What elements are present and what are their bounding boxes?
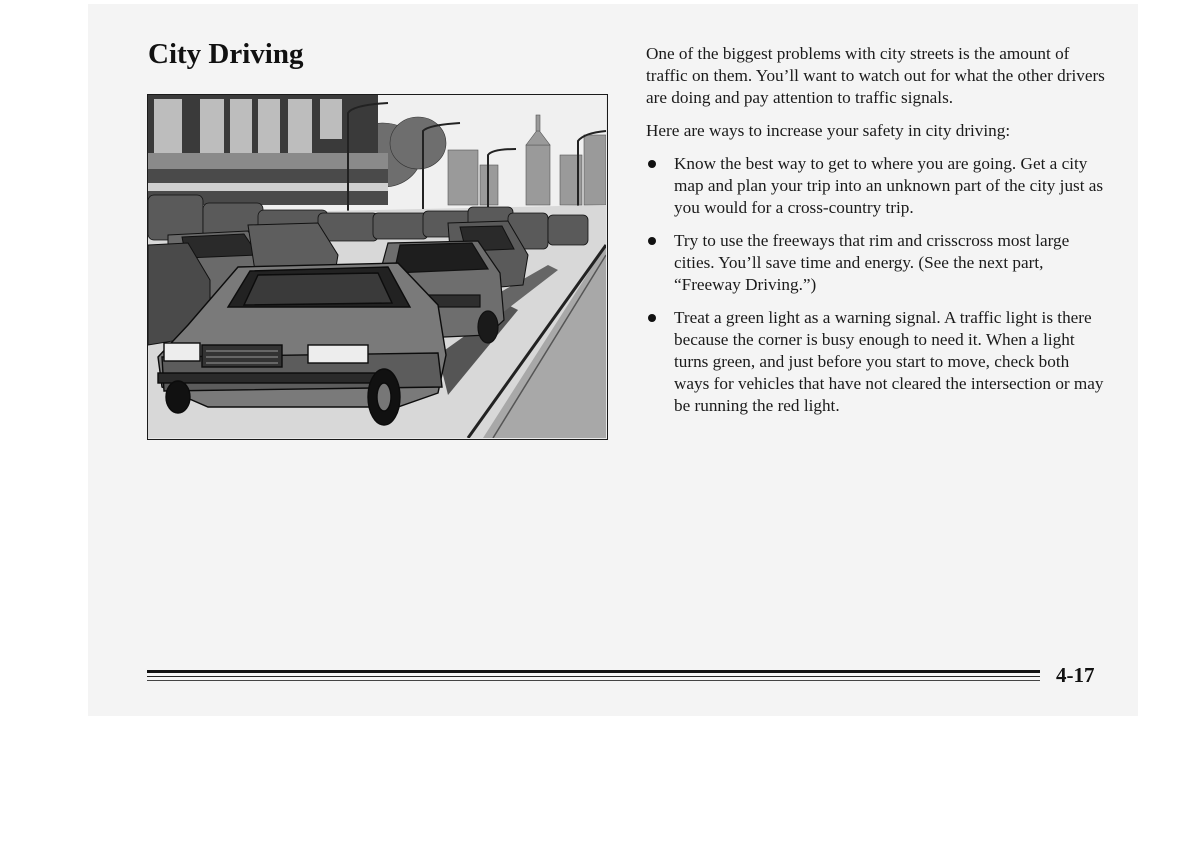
list-item-text: Know the best way to get to where you are going. Get a city map and plan your trip into an unknown part of the city just as you would for a cross-country trip. [674, 154, 1104, 217]
list-item [646, 230, 1108, 296]
list-item-text: Try to use the freeways that rim and crisscross most large cities. You’ll save time and energy. (See the next part, “Freeway Driving.”) [674, 231, 1070, 294]
list-item [646, 153, 1108, 219]
list-item-text: Treat a green light as a warning signal. A traffic light is there because the corner is busy enough to need it. When a light turns green, and just before you start to move, check both ways for vehicles that have not cleared the intersection or may be running the red light. [674, 308, 1104, 415]
page-number: 4-17 [1056, 663, 1095, 687]
footer-rule [147, 670, 1040, 673]
city-traffic-illustration [147, 94, 608, 440]
bullet-icon [648, 314, 656, 322]
body-text [646, 43, 1108, 428]
intro-paragraph: One of the biggest problems with city streets is the amount of traffic on them. You’ll want to watch out for what the other drivers are doing and pay attention to traffic signals. [646, 44, 1105, 107]
bullet-icon [648, 160, 656, 168]
list-intro-paragraph: Here are ways to increase your safety in city driving: [646, 121, 1011, 140]
page-title: City Driving [148, 38, 304, 70]
footer-rule [147, 676, 1040, 677]
safety-tips-list [646, 153, 1108, 417]
footer-rule [147, 680, 1040, 681]
bullet-icon [648, 237, 656, 245]
list-item [646, 307, 1108, 417]
